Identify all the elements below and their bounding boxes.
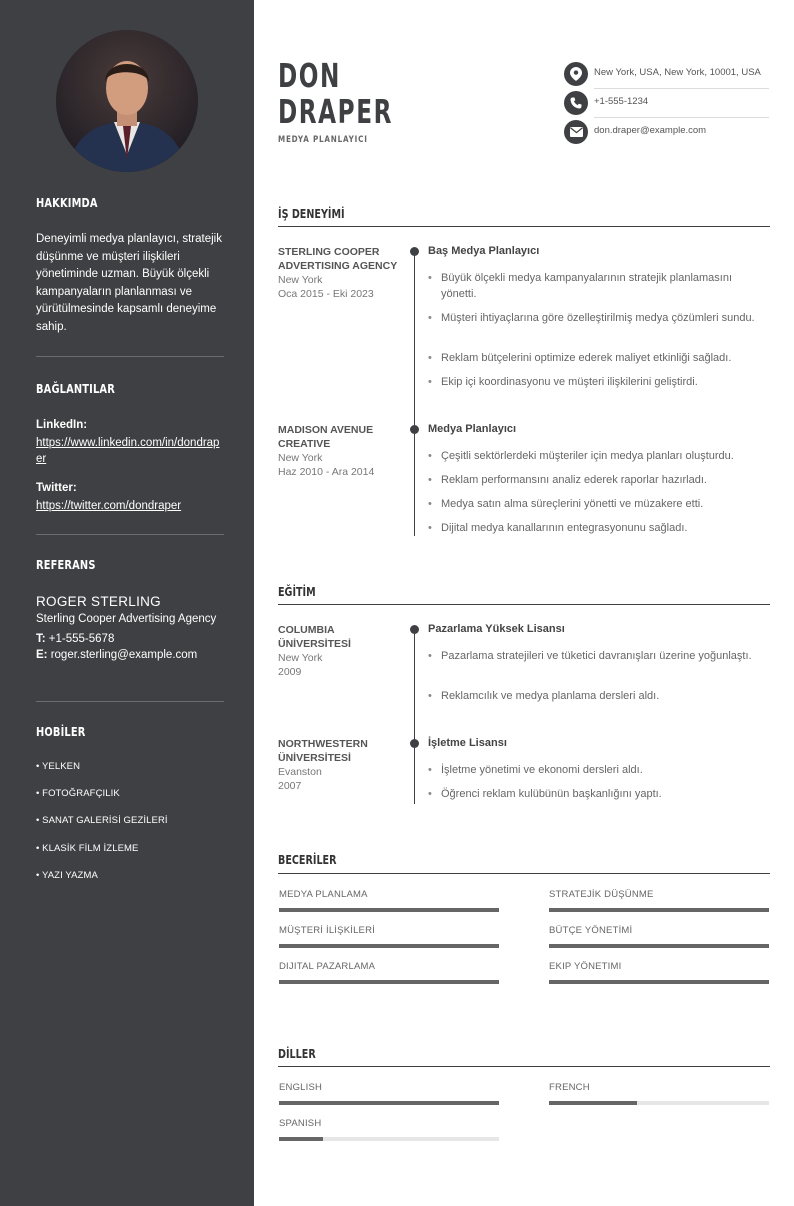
- skill-bar: [279, 908, 499, 912]
- linkedin-link[interactable]: https://www.linkedin.com/in/dondraper: [36, 436, 220, 465]
- hobby-item: • FOTOĞRAFÇILIK: [36, 788, 120, 799]
- language-bar: [549, 1101, 769, 1105]
- school-name: COLUMBIA ÜNİVERSİTESİ: [278, 624, 351, 650]
- education-entry-meta: [278, 623, 398, 679]
- section-rule: [278, 226, 770, 227]
- timeline-dot: [410, 739, 419, 748]
- bullet-item: • Çeşitli sektörlerdeki müşteriler için medya planları oluşturdu.: [428, 448, 758, 464]
- reference-heading: REFERANS: [36, 558, 96, 572]
- about-heading: HAKKIMDA: [36, 196, 98, 210]
- reference-phone-row: [36, 631, 224, 647]
- reference-phone-label: T:: [36, 632, 46, 645]
- company-name: MADISON AVENUE CREATIVE: [278, 424, 374, 450]
- skill-name: MEDYA PLANLAMA: [279, 889, 368, 900]
- bullet-item: • Dijital medya kanallarının entegrasyonunu sağladı.: [428, 520, 758, 536]
- reference-email: roger.sterling@example.com: [50, 648, 198, 661]
- hobby-item: • YAZI YAZMA: [36, 870, 98, 881]
- skill-bar: [279, 944, 499, 948]
- skill-bar-fill: [279, 980, 499, 984]
- bullet-item: • Reklamcılık ve medya planlama dersleri aldı.: [428, 688, 758, 704]
- experience-heading: İŞ DENEYİMİ: [278, 207, 345, 221]
- degree-title: İşletme Lisansı: [428, 737, 507, 749]
- hobbies-heading: HOBİLER: [36, 725, 86, 739]
- bullet-item: • Ekip içi koordinasyonu ve müşteri ilişkilerini geliştirdi.: [428, 374, 758, 390]
- school-location: Evanston: [278, 766, 322, 778]
- skill-name: DIJITAL PAZARLAMA: [279, 961, 376, 972]
- hobby-item: • KLASİK FİLM İZLEME: [36, 843, 139, 854]
- timeline-line: [414, 630, 415, 804]
- school-location: New York: [278, 652, 323, 664]
- skill-item: [549, 925, 769, 936]
- skill-item: [279, 961, 499, 972]
- section-rule: [278, 873, 770, 874]
- skill-bar: [549, 944, 769, 948]
- first-name: DON: [278, 56, 341, 95]
- bullet-item: • Reklam performansını analiz ederek raporlar hazırladı.: [428, 472, 758, 488]
- skill-bar-fill: [279, 908, 499, 912]
- bullet-item: • Müşteri ihtiyaçlarına göre özelleştirilmiş medya çözümleri sundu.: [428, 310, 758, 326]
- languages-heading: DİLLER: [278, 1047, 316, 1061]
- skill-bar: [549, 980, 769, 984]
- links-heading: BAĞLANTILAR: [36, 382, 115, 396]
- bullet-item: • Reklam bütçelerini optimize ederek maliyet etkinliği sağladı.: [428, 350, 758, 366]
- language-item: [549, 1082, 769, 1093]
- language-bar: [279, 1137, 499, 1141]
- bullet-item: • Pazarlama stratejileri ve tüketici davranışları üzerine yoğunlaştı.: [428, 648, 758, 664]
- company-location: New York: [278, 452, 323, 464]
- contact-email: [564, 118, 769, 147]
- experience-entry-meta: [278, 423, 398, 479]
- contact-address: [564, 60, 769, 89]
- link-linkedin: [36, 417, 224, 467]
- reference-block: [36, 593, 224, 663]
- bullet-item: • Büyük ölçekli medya kampanyalarının stratejik planlamasını yönetti.: [428, 270, 758, 302]
- education-entry-meta: [278, 737, 398, 793]
- skills-heading: BECERİLER: [278, 853, 337, 867]
- bullet-item: • Öğrenci reklam kulübünün başkanlığını yaptı.: [428, 786, 758, 802]
- role-title: Medya Planlayıcı: [428, 423, 517, 435]
- bullet-item: • Medya satın alma süreçlerini yönetti ve müzakere etti.: [428, 496, 758, 512]
- company-location: New York: [278, 274, 323, 286]
- skill-item: [279, 889, 499, 900]
- phone-icon: [564, 91, 588, 115]
- company-name: STERLING COOPER ADVERTISING AGENCY: [278, 246, 398, 272]
- skill-bar-fill: [549, 944, 769, 948]
- reference-email-row: [36, 647, 224, 663]
- job-title: MEDYA PLANLAYICI: [278, 135, 368, 145]
- twitter-link[interactable]: https://twitter.com/dondraper: [36, 499, 182, 512]
- main-content: [254, 0, 794, 1206]
- email-text[interactable]: don.draper@example.com: [594, 125, 707, 136]
- skill-name: EKIP YÖNETIMI: [549, 961, 622, 972]
- reference-email-label: E:: [36, 648, 48, 661]
- language-name: SPANISH: [279, 1118, 322, 1129]
- timeline-dot: [410, 247, 419, 256]
- skill-item: [549, 889, 769, 900]
- timeline-line: [414, 252, 415, 536]
- language-bar-fill: [279, 1137, 323, 1141]
- education-heading: EĞİTİM: [278, 585, 316, 599]
- graduation-year: 2009: [278, 666, 302, 678]
- school-name: NORTHWESTERN ÜNİVERSİTESİ: [278, 738, 368, 764]
- language-item: [279, 1118, 499, 1129]
- address-text: New York, USA, New York, 10001, USA: [594, 67, 761, 78]
- linkedin-label: LinkedIn:: [36, 419, 88, 431]
- divider: [36, 534, 224, 535]
- reference-name: ROGER STERLING: [36, 594, 161, 609]
- skill-name: MÜŞTERİ İLİŞKİLERİ: [279, 925, 375, 936]
- hobby-item: • YELKEN: [36, 761, 81, 772]
- role-title: Baş Medya Planlayıcı: [428, 245, 540, 257]
- reference-phone: +1-555-5678: [48, 632, 115, 645]
- hobby-item: • SANAT GALERİSİ GEZİLERİ: [36, 815, 168, 826]
- skill-bar-fill: [279, 944, 499, 948]
- language-bar-fill: [279, 1101, 499, 1105]
- language-bar: [279, 1101, 499, 1105]
- skill-bar-fill: [549, 908, 769, 912]
- language-name: FRENCH: [549, 1082, 590, 1093]
- timeline-dot: [410, 625, 419, 634]
- degree-title: Pazarlama Yüksek Lisansı: [428, 623, 565, 635]
- date-range: Oca 2015 - Eki 2023: [278, 288, 374, 300]
- last-name: DRAPER: [278, 92, 393, 131]
- profile-photo: [56, 30, 198, 172]
- location-pin-icon: [564, 62, 588, 86]
- section-rule: [278, 604, 770, 605]
- divider: [36, 701, 224, 702]
- section-rule: [278, 1066, 770, 1067]
- skill-item: [279, 925, 499, 936]
- bullet-item: • İşletme yönetimi ve ekonomi dersleri aldı.: [428, 762, 758, 778]
- date-range: Haz 2010 - Ara 2014: [278, 466, 375, 478]
- graduation-year: 2007: [278, 780, 302, 792]
- twitter-label: Twitter:: [36, 482, 77, 494]
- skill-name: BÜTÇE YÖNETİMİ: [549, 925, 633, 936]
- divider: [36, 356, 224, 357]
- link-twitter: [36, 480, 224, 514]
- skill-bar-fill: [549, 980, 769, 984]
- experience-entry-meta: [278, 245, 398, 301]
- about-text: Deneyimli medya planlayıcı, stratejik düşünme ve müşteri ilişkileri yönetiminde uzman. Büyük ölçekli kampanyaların planlanması ve yürütülmesinde kapsamlı deneyime sahip.: [36, 233, 222, 333]
- skill-name: STRATEJİK DÜŞÜNME: [549, 889, 654, 900]
- full-name: [278, 58, 393, 130]
- skill-bar: [549, 908, 769, 912]
- sidebar: [0, 0, 254, 1206]
- skill-item: [549, 961, 769, 972]
- language-bar-fill: [549, 1101, 637, 1105]
- phone-text: +1-555-1234: [594, 96, 649, 107]
- language-name: ENGLISH: [279, 1082, 323, 1093]
- envelope-icon: [564, 120, 588, 144]
- language-item: [279, 1082, 499, 1093]
- skill-bar: [279, 980, 499, 984]
- timeline-dot: [410, 425, 419, 434]
- contact-phone: [564, 89, 769, 118]
- reference-company: Sterling Cooper Advertising Agency: [36, 612, 217, 625]
